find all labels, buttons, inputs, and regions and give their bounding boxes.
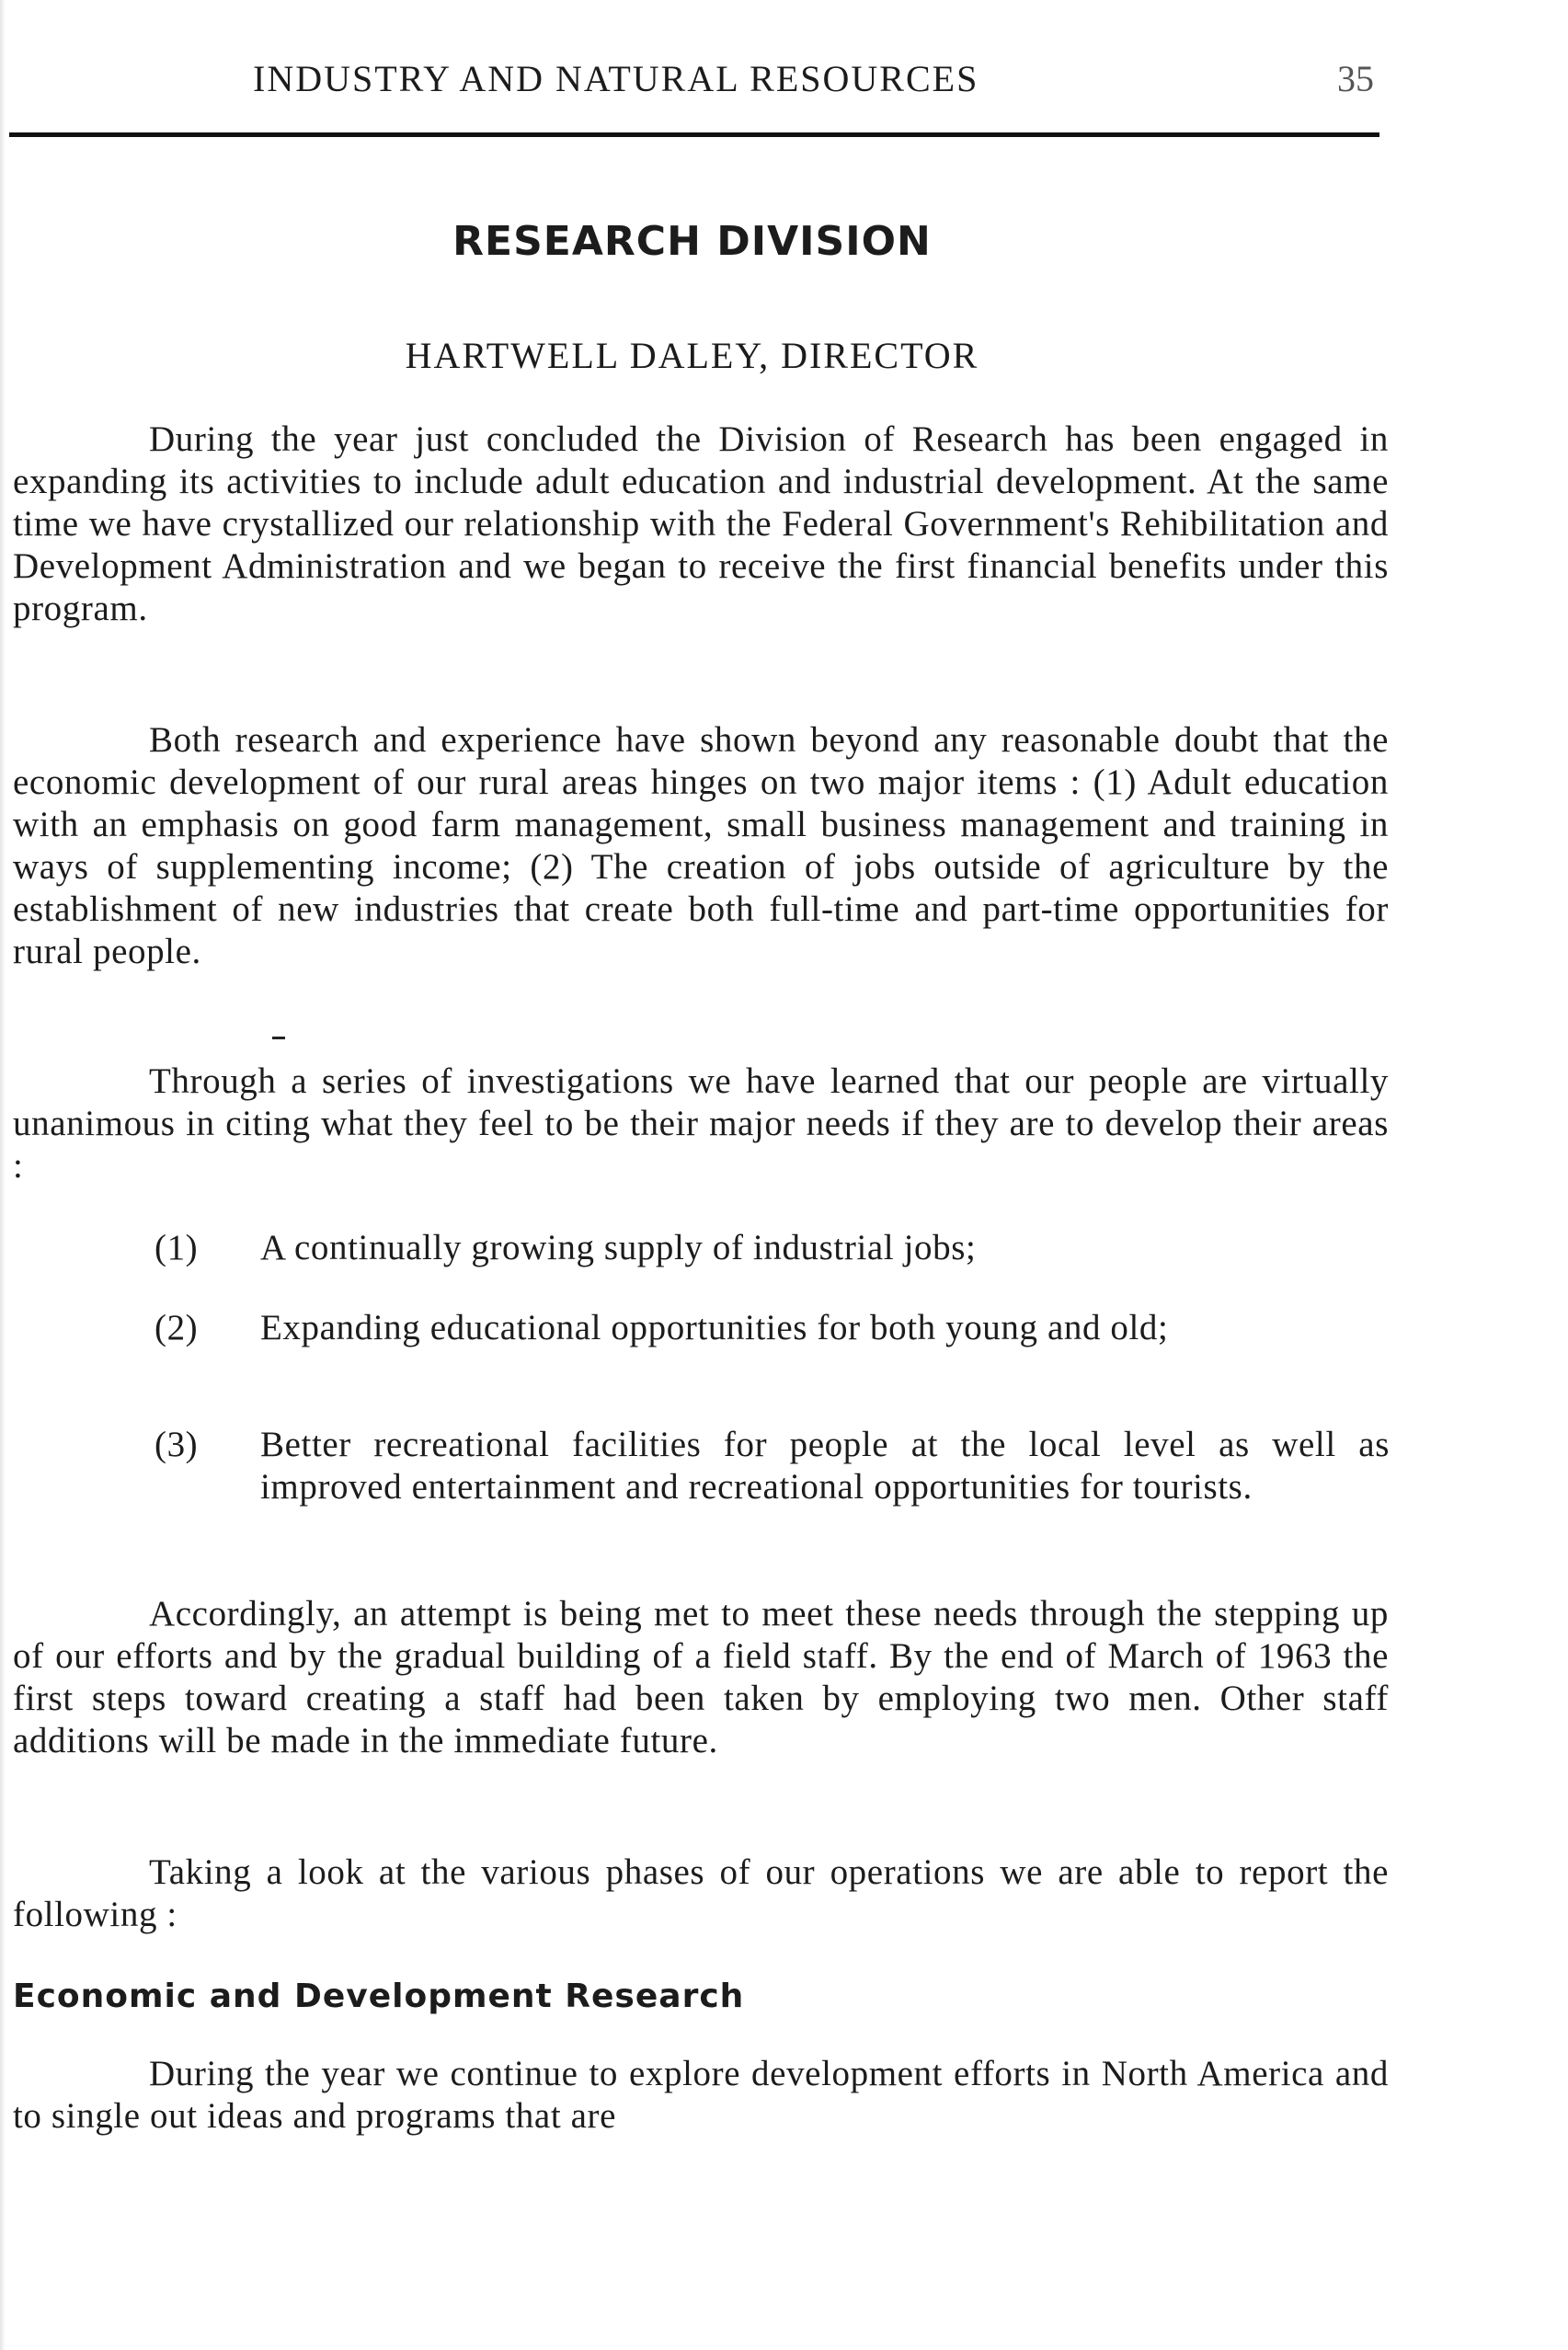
page-number: 35 — [1337, 58, 1374, 99]
running-header — [0, 57, 1416, 112]
section-title: RESEARCH DIVISION — [452, 218, 932, 265]
needs-list-item — [155, 1424, 1391, 1553]
paragraph-5: Taking a look at the various phases of our operations we are able to report the following : — [13, 1852, 1389, 1934]
paragraph-6: During the year we continue to explore development efforts in North America and to single out ideas and programs that are — [13, 2054, 1389, 2136]
needs-list-item — [155, 1227, 1391, 1273]
stray-dash-mark — [272, 1037, 285, 1039]
list-item-number: (1) — [155, 1228, 199, 1267]
list-item-text: Expanding educational opportunities for both young and old; — [260, 1308, 1169, 1347]
paragraph-4: Accordingly, an attempt is being met to meet these needs through the stepping up of our efforts and by the gradual building of a field staff. By the end of March of 1963 the first steps toward creating a staff had been taken by employing two men. Other staff additions will be made in the immediate future. — [13, 1594, 1389, 1760]
paragraph-1: During the year just concluded the Division of Research has been engaged in expanding its activities to include adult education and industrial development. At the same time we have crystallized our relationship with the Federal Government's Rehibilitation and Development Administration and we began to receive the first financial benefits under this program. — [13, 419, 1389, 628]
director-line: HARTWELL DALEY, DIRECTOR — [405, 335, 979, 376]
list-item-text: A continually growing supply of industrial jobs; — [260, 1228, 977, 1267]
paragraph-2: Both research and experience have shown beyond any reasonable doubt that the economic development of our rural areas hinges on two major items : (1) Adult education with an emphasis on good farm management, small business management and training in ways of supplementing income; (2) The creation of jobs outside of agriculture by the establishment of new industries that create both full-time and part-time opportunities for rural people. — [13, 720, 1389, 971]
list-item-number: (3) — [155, 1425, 199, 1464]
subheading-economic-research: Economic and Development Research — [13, 1977, 745, 2015]
list-item-number: (2) — [155, 1308, 199, 1347]
needs-list-item — [155, 1307, 1391, 1399]
list-item-text: Better recreational facilities for people at the local level as well as improved entertainment and recreational opportunities for tourists. — [260, 1425, 1390, 1507]
header-rule — [9, 132, 1379, 137]
running-title: INDUSTRY AND NATURAL RESOURCES — [253, 58, 979, 99]
paragraph-3: Through a series of investigations we have learned that our people are virtually unanimous in citing what they feel to be their major needs if they are to develop their areas : — [13, 1061, 1389, 1186]
